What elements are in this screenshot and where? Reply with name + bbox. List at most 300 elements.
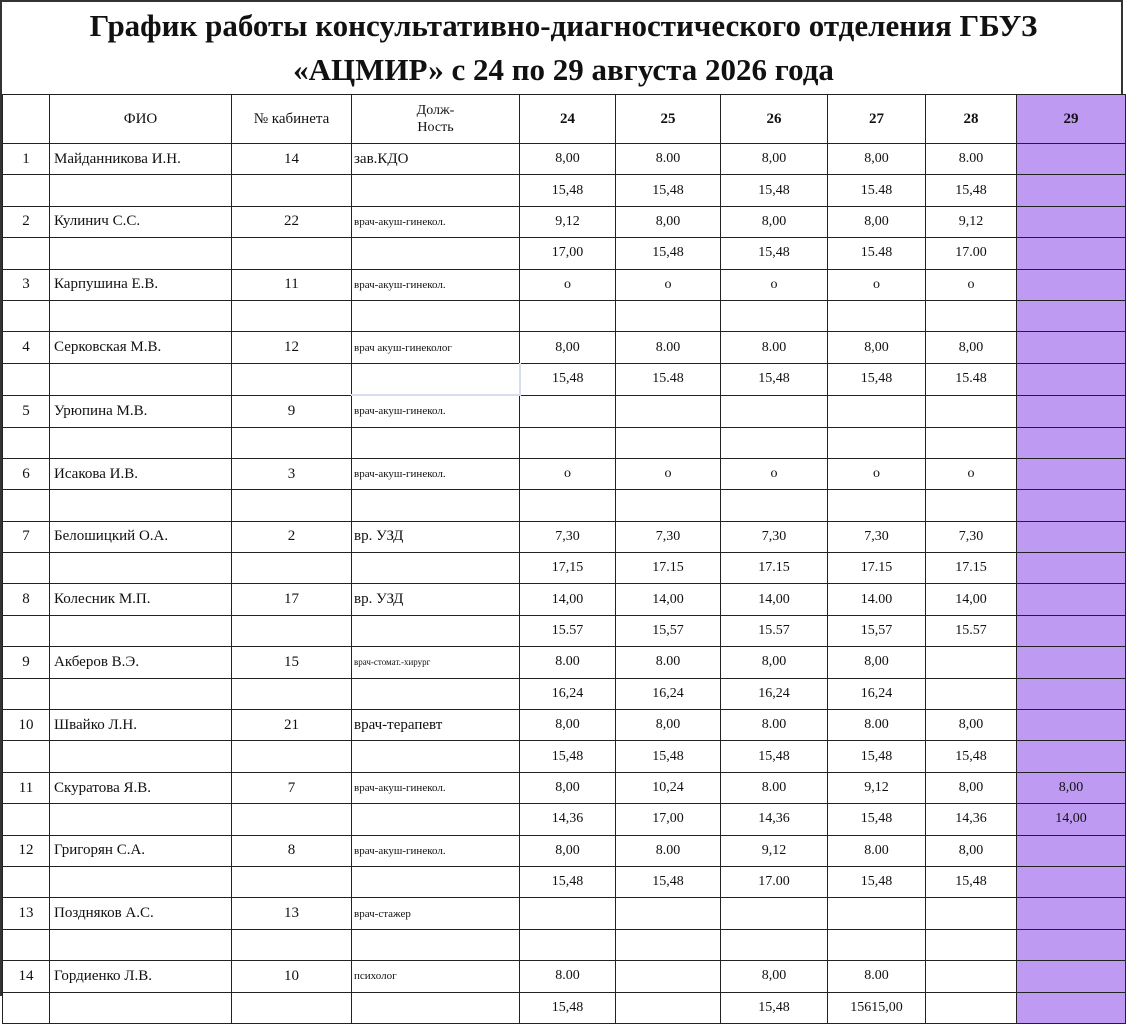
employee-name-empty — [50, 175, 232, 206]
employee-position: врач-акуш-гинекол. — [352, 206, 520, 237]
end-time-cell: 15,48 — [520, 992, 616, 1023]
schedule-body — [3, 144, 1126, 1024]
room-number-empty — [232, 300, 352, 331]
table-row — [3, 615, 1126, 646]
room-number: 10 — [232, 961, 352, 992]
start-time-cell — [926, 395, 1017, 427]
employee-name-empty — [50, 615, 232, 646]
employee-name: Белошицкий О.А. — [50, 521, 232, 552]
start-time-cell: 9,12 — [721, 835, 828, 866]
room-number: 12 — [232, 332, 352, 363]
start-time-cell — [828, 395, 926, 427]
start-time-cell: 8,00 — [721, 144, 828, 175]
end-time-cell — [926, 678, 1017, 709]
end-time-cell: 15.57 — [520, 615, 616, 646]
start-time-cell — [926, 647, 1017, 678]
room-number: 13 — [232, 898, 352, 929]
end-time-cell — [616, 490, 721, 521]
employee-name-empty — [50, 300, 232, 331]
header-day-29: 29 — [1017, 95, 1126, 144]
end-time-cell: 17,15 — [520, 553, 616, 584]
employee-name: Поздняков А.С. — [50, 898, 232, 929]
header-day-25: 25 — [616, 95, 721, 144]
row-number-empty — [3, 238, 50, 269]
start-time-cell: 8,00 — [520, 332, 616, 363]
start-time-cell: о — [520, 269, 616, 300]
table-row — [3, 710, 1126, 741]
end-time-cell — [828, 929, 926, 960]
row-number-empty — [3, 866, 50, 897]
header-day-27: 27 — [828, 95, 926, 144]
start-time-cell: 8.00 — [721, 772, 828, 803]
end-time-cell: 15,48 — [616, 866, 721, 897]
room-number-empty — [232, 678, 352, 709]
start-time-cell — [1017, 144, 1126, 175]
room-number-empty — [232, 929, 352, 960]
start-time-cell — [721, 395, 828, 427]
employee-position-empty — [352, 427, 520, 458]
end-time-cell: 15,48 — [828, 363, 926, 395]
employee-position-empty — [352, 678, 520, 709]
start-time-cell — [1017, 395, 1126, 427]
table-row — [3, 584, 1126, 615]
start-time-cell — [1017, 332, 1126, 363]
employee-name: Скуратова Я.В. — [50, 772, 232, 803]
start-time-cell — [721, 898, 828, 929]
row-number-empty — [3, 300, 50, 331]
row-number: 5 — [3, 395, 50, 427]
end-time-cell — [1017, 238, 1126, 269]
start-time-cell: 7,30 — [721, 521, 828, 552]
employee-name: Гордиенко Л.В. — [50, 961, 232, 992]
employee-name-empty — [50, 741, 232, 772]
employee-name: Швайко Л.Н. — [50, 710, 232, 741]
header-day-24: 24 — [520, 95, 616, 144]
room-number-empty — [232, 866, 352, 897]
end-time-cell: 15,57 — [828, 615, 926, 646]
start-time-cell: 9,12 — [926, 206, 1017, 237]
employee-name: Майданникова И.Н. — [50, 144, 232, 175]
room-number: 17 — [232, 584, 352, 615]
end-time-cell: 16,24 — [828, 678, 926, 709]
row-number-empty — [3, 741, 50, 772]
end-time-cell: 17.15 — [828, 553, 926, 584]
end-time-cell — [616, 300, 721, 331]
end-time-cell: 14,36 — [926, 804, 1017, 835]
start-time-cell: 8.00 — [616, 332, 721, 363]
end-time-cell: 17.15 — [721, 553, 828, 584]
table-row — [3, 678, 1126, 709]
end-time-cell — [1017, 741, 1126, 772]
room-number: 8 — [232, 835, 352, 866]
end-time-cell — [1017, 866, 1126, 897]
table-row — [3, 332, 1126, 363]
table-row — [3, 458, 1126, 489]
end-time-cell — [926, 427, 1017, 458]
employee-name-empty — [50, 427, 232, 458]
start-time-cell: 8.00 — [828, 835, 926, 866]
employee-name-empty — [50, 929, 232, 960]
start-time-cell: 14,00 — [520, 584, 616, 615]
employee-name-empty — [50, 804, 232, 835]
row-number-empty — [3, 175, 50, 206]
start-time-cell — [1017, 206, 1126, 237]
start-time-cell: 8,00 — [616, 206, 721, 237]
employee-name-empty — [50, 363, 232, 395]
start-time-cell — [1017, 458, 1126, 489]
start-time-cell: 8,00 — [616, 710, 721, 741]
table-row — [3, 961, 1126, 992]
header-room: № кабинета — [232, 95, 352, 144]
start-time-cell: 7,30 — [520, 521, 616, 552]
table-row — [3, 553, 1126, 584]
employee-position-empty — [352, 238, 520, 269]
start-time-cell — [1017, 710, 1126, 741]
room-number-empty — [232, 992, 352, 1023]
start-time-cell: 8,00 — [828, 332, 926, 363]
start-time-cell: 8.00 — [828, 961, 926, 992]
row-number: 8 — [3, 584, 50, 615]
end-time-cell — [1017, 615, 1126, 646]
room-number: 14 — [232, 144, 352, 175]
table-row — [3, 772, 1126, 803]
employee-position-empty — [352, 866, 520, 897]
row-number: 2 — [3, 206, 50, 237]
table-row — [3, 929, 1126, 960]
end-time-cell — [926, 992, 1017, 1023]
end-time-cell — [616, 929, 721, 960]
end-time-cell: 15,48 — [520, 741, 616, 772]
header-row — [3, 95, 1126, 144]
start-time-cell: о — [721, 269, 828, 300]
start-time-cell: 8,00 — [520, 835, 616, 866]
room-number-empty — [232, 238, 352, 269]
start-time-cell — [1017, 584, 1126, 615]
table-row — [3, 647, 1126, 678]
end-time-cell — [616, 427, 721, 458]
table-row — [3, 175, 1126, 206]
row-number-empty — [3, 929, 50, 960]
row-number-empty — [3, 678, 50, 709]
employee-position-empty — [352, 929, 520, 960]
start-time-cell: 14,00 — [926, 584, 1017, 615]
start-time-cell: о — [926, 269, 1017, 300]
room-number-empty — [232, 553, 352, 584]
employee-position: врач-акуш-гинекол. — [352, 395, 520, 427]
employee-name: Колесник М.П. — [50, 584, 232, 615]
room-number: 21 — [232, 710, 352, 741]
table-row — [3, 898, 1126, 929]
end-time-cell — [828, 300, 926, 331]
row-number: 4 — [3, 332, 50, 363]
end-time-cell — [721, 490, 828, 521]
end-time-cell: 15615,00 — [828, 992, 926, 1023]
row-number: 12 — [3, 835, 50, 866]
row-number: 7 — [3, 521, 50, 552]
employee-name: Кулинич С.С. — [50, 206, 232, 237]
room-number-empty — [232, 363, 352, 395]
table-row — [3, 144, 1126, 175]
row-number-empty — [3, 553, 50, 584]
room-number: 11 — [232, 269, 352, 300]
start-time-cell: 10,24 — [616, 772, 721, 803]
employee-name: Акберов В.Э. — [50, 647, 232, 678]
start-time-cell: о — [520, 458, 616, 489]
header-day-28: 28 — [926, 95, 1017, 144]
start-time-cell: 9,12 — [828, 772, 926, 803]
employee-name: Исакова И.В. — [50, 458, 232, 489]
start-time-cell — [1017, 269, 1126, 300]
header-position-line2: Ность — [417, 120, 454, 135]
table-row — [3, 866, 1126, 897]
room-number: 2 — [232, 521, 352, 552]
start-time-cell: о — [926, 458, 1017, 489]
start-time-cell: 8.00 — [616, 144, 721, 175]
end-time-cell — [721, 427, 828, 458]
room-number: 3 — [232, 458, 352, 489]
end-time-cell — [1017, 490, 1126, 521]
end-time-cell — [721, 929, 828, 960]
row-number-empty — [3, 804, 50, 835]
end-time-cell: 15,48 — [721, 363, 828, 395]
start-time-cell: 8,00 — [828, 206, 926, 237]
start-time-cell — [1017, 521, 1126, 552]
end-time-cell: 15.48 — [926, 363, 1017, 395]
end-time-cell: 15,48 — [721, 992, 828, 1023]
start-time-cell: 8.00 — [520, 961, 616, 992]
employee-name: Карпушина Е.В. — [50, 269, 232, 300]
start-time-cell: о — [721, 458, 828, 489]
end-time-cell: 15,48 — [828, 804, 926, 835]
start-time-cell: о — [828, 269, 926, 300]
room-number: 7 — [232, 772, 352, 803]
start-time-cell: 14.00 — [828, 584, 926, 615]
start-time-cell: 14,00 — [721, 584, 828, 615]
start-time-cell: 8.00 — [721, 710, 828, 741]
row-number: 14 — [3, 961, 50, 992]
header-position-line1: Долж- — [416, 103, 455, 118]
employee-position-empty — [352, 363, 520, 395]
start-time-cell: 8.00 — [616, 647, 721, 678]
title-line-1: График работы консультативно-диагностического отделения ГБУЗ — [89, 8, 1038, 43]
start-time-cell — [1017, 835, 1126, 866]
end-time-cell: 15.48 — [828, 238, 926, 269]
room-number: 9 — [232, 395, 352, 427]
start-time-cell: 8.00 — [616, 835, 721, 866]
table-row — [3, 835, 1126, 866]
end-time-cell — [1017, 427, 1126, 458]
start-time-cell: 8,00 — [520, 144, 616, 175]
end-time-cell: 15,48 — [828, 741, 926, 772]
row-number-empty — [3, 615, 50, 646]
title-line-2: «АЦМИР» с 24 по 29 августа 2026 года — [293, 52, 834, 87]
end-time-cell: 16,24 — [520, 678, 616, 709]
row-number-empty — [3, 992, 50, 1023]
table-row — [3, 238, 1126, 269]
end-time-cell: 15,48 — [926, 866, 1017, 897]
room-number-empty — [232, 804, 352, 835]
employee-position-empty — [352, 300, 520, 331]
employee-position-empty — [352, 175, 520, 206]
start-time-cell: 8,00 — [926, 710, 1017, 741]
end-time-cell — [520, 300, 616, 331]
row-number-empty — [3, 490, 50, 521]
end-time-cell — [926, 929, 1017, 960]
end-time-cell: 14,36 — [721, 804, 828, 835]
end-time-cell: 17,00 — [520, 238, 616, 269]
end-time-cell — [721, 300, 828, 331]
start-time-cell: 8.00 — [828, 710, 926, 741]
row-number: 13 — [3, 898, 50, 929]
start-time-cell: 7,30 — [828, 521, 926, 552]
end-time-cell: 16,24 — [616, 678, 721, 709]
end-time-cell: 15,48 — [721, 175, 828, 206]
start-time-cell: 8,00 — [926, 772, 1017, 803]
table-row — [3, 363, 1126, 395]
end-time-cell — [1017, 363, 1126, 395]
room-number-empty — [232, 427, 352, 458]
start-time-cell: 8,00 — [721, 961, 828, 992]
start-time-cell — [616, 961, 721, 992]
table-row — [3, 269, 1126, 300]
room-number: 15 — [232, 647, 352, 678]
end-time-cell: 14,36 — [520, 804, 616, 835]
header-fio: ФИО — [50, 95, 232, 144]
start-time-cell: о — [616, 269, 721, 300]
start-time-cell: 8.00 — [520, 647, 616, 678]
start-time-cell: 7,30 — [616, 521, 721, 552]
end-time-cell: 15,48 — [520, 363, 616, 395]
row-number: 9 — [3, 647, 50, 678]
room-number-empty — [232, 615, 352, 646]
row-number: 6 — [3, 458, 50, 489]
end-time-cell — [828, 427, 926, 458]
table-row — [3, 521, 1126, 552]
employee-position: врач-стомат.-хирург — [352, 647, 520, 678]
employee-name-empty — [50, 992, 232, 1023]
schedule-table — [2, 94, 1126, 1024]
employee-name-empty — [50, 490, 232, 521]
row-number: 1 — [3, 144, 50, 175]
start-time-cell — [926, 898, 1017, 929]
employee-position-empty — [352, 992, 520, 1023]
table-row — [3, 741, 1126, 772]
start-time-cell: о — [616, 458, 721, 489]
end-time-cell: 15,48 — [828, 866, 926, 897]
end-time-cell: 15.57 — [926, 615, 1017, 646]
employee-position: врач-стажер — [352, 898, 520, 929]
end-time-cell: 15,57 — [616, 615, 721, 646]
end-time-cell: 15,48 — [520, 866, 616, 897]
end-time-cell: 17.15 — [616, 553, 721, 584]
end-time-cell: 15,48 — [616, 741, 721, 772]
employee-position: психолог — [352, 961, 520, 992]
end-time-cell: 17.00 — [721, 866, 828, 897]
employee-position: врач-акуш-гинекол. — [352, 458, 520, 489]
start-time-cell — [1017, 961, 1126, 992]
table-row — [3, 395, 1126, 427]
start-time-cell — [520, 898, 616, 929]
start-time-cell — [828, 898, 926, 929]
end-time-cell — [520, 929, 616, 960]
start-time-cell: 8,00 — [520, 772, 616, 803]
start-time-cell: 8,00 — [926, 835, 1017, 866]
room-number-empty — [232, 741, 352, 772]
start-time-cell: 8,00 — [828, 144, 926, 175]
header-day-26: 26 — [721, 95, 828, 144]
end-time-cell: 15.48 — [828, 175, 926, 206]
start-time-cell — [616, 898, 721, 929]
start-time-cell: 8,00 — [520, 710, 616, 741]
start-time-cell: 7,30 — [926, 521, 1017, 552]
start-time-cell: 8.00 — [926, 144, 1017, 175]
end-time-cell: 15,48 — [721, 238, 828, 269]
employee-name-empty — [50, 553, 232, 584]
end-time-cell — [1017, 175, 1126, 206]
start-time-cell: о — [828, 458, 926, 489]
start-time-cell — [1017, 898, 1126, 929]
end-time-cell: 17.00 — [926, 238, 1017, 269]
employee-name: Григорян С.А. — [50, 835, 232, 866]
end-time-cell — [1017, 992, 1126, 1023]
employee-position: врач-акуш-гинекол. — [352, 269, 520, 300]
start-time-cell — [926, 961, 1017, 992]
employee-name-empty — [50, 866, 232, 897]
employee-name: Серковская М.В. — [50, 332, 232, 363]
start-time-cell: 8,00 — [721, 647, 828, 678]
employee-position: врач акуш-гинеколог — [352, 332, 520, 363]
start-time-cell: 9,12 — [520, 206, 616, 237]
start-time-cell: 8.00 — [721, 332, 828, 363]
row-number-empty — [3, 363, 50, 395]
document-title — [0, 0, 1127, 95]
end-time-cell: 17.15 — [926, 553, 1017, 584]
end-time-cell — [616, 992, 721, 1023]
end-time-cell: 15.57 — [721, 615, 828, 646]
end-time-cell: 15,48 — [926, 741, 1017, 772]
end-time-cell: 17,00 — [616, 804, 721, 835]
employee-position-empty — [352, 553, 520, 584]
end-time-cell — [520, 490, 616, 521]
start-time-cell: 8,00 — [828, 647, 926, 678]
row-number-empty — [3, 427, 50, 458]
employee-position: вр. УЗД — [352, 584, 520, 615]
end-time-cell — [1017, 300, 1126, 331]
room-number: 22 — [232, 206, 352, 237]
room-number-empty — [232, 490, 352, 521]
end-time-cell: 14,00 — [1017, 804, 1126, 835]
start-time-cell — [520, 395, 616, 427]
end-time-cell: 15.48 — [616, 363, 721, 395]
employee-position: вр. УЗД — [352, 521, 520, 552]
employee-position-empty — [352, 490, 520, 521]
end-time-cell — [926, 300, 1017, 331]
employee-name: Урюпина М.В. — [50, 395, 232, 427]
row-number: 11 — [3, 772, 50, 803]
employee-position-empty — [352, 804, 520, 835]
start-time-cell — [616, 395, 721, 427]
end-time-cell: 15,48 — [616, 238, 721, 269]
table-row — [3, 427, 1126, 458]
employee-position: зав.КДО — [352, 144, 520, 175]
start-time-cell: 8,00 — [721, 206, 828, 237]
start-time-cell — [1017, 647, 1126, 678]
end-time-cell — [1017, 929, 1126, 960]
table-row — [3, 490, 1126, 521]
employee-position: врач-акуш-гинекол. — [352, 835, 520, 866]
end-time-cell — [1017, 678, 1126, 709]
end-time-cell: 15,48 — [616, 175, 721, 206]
